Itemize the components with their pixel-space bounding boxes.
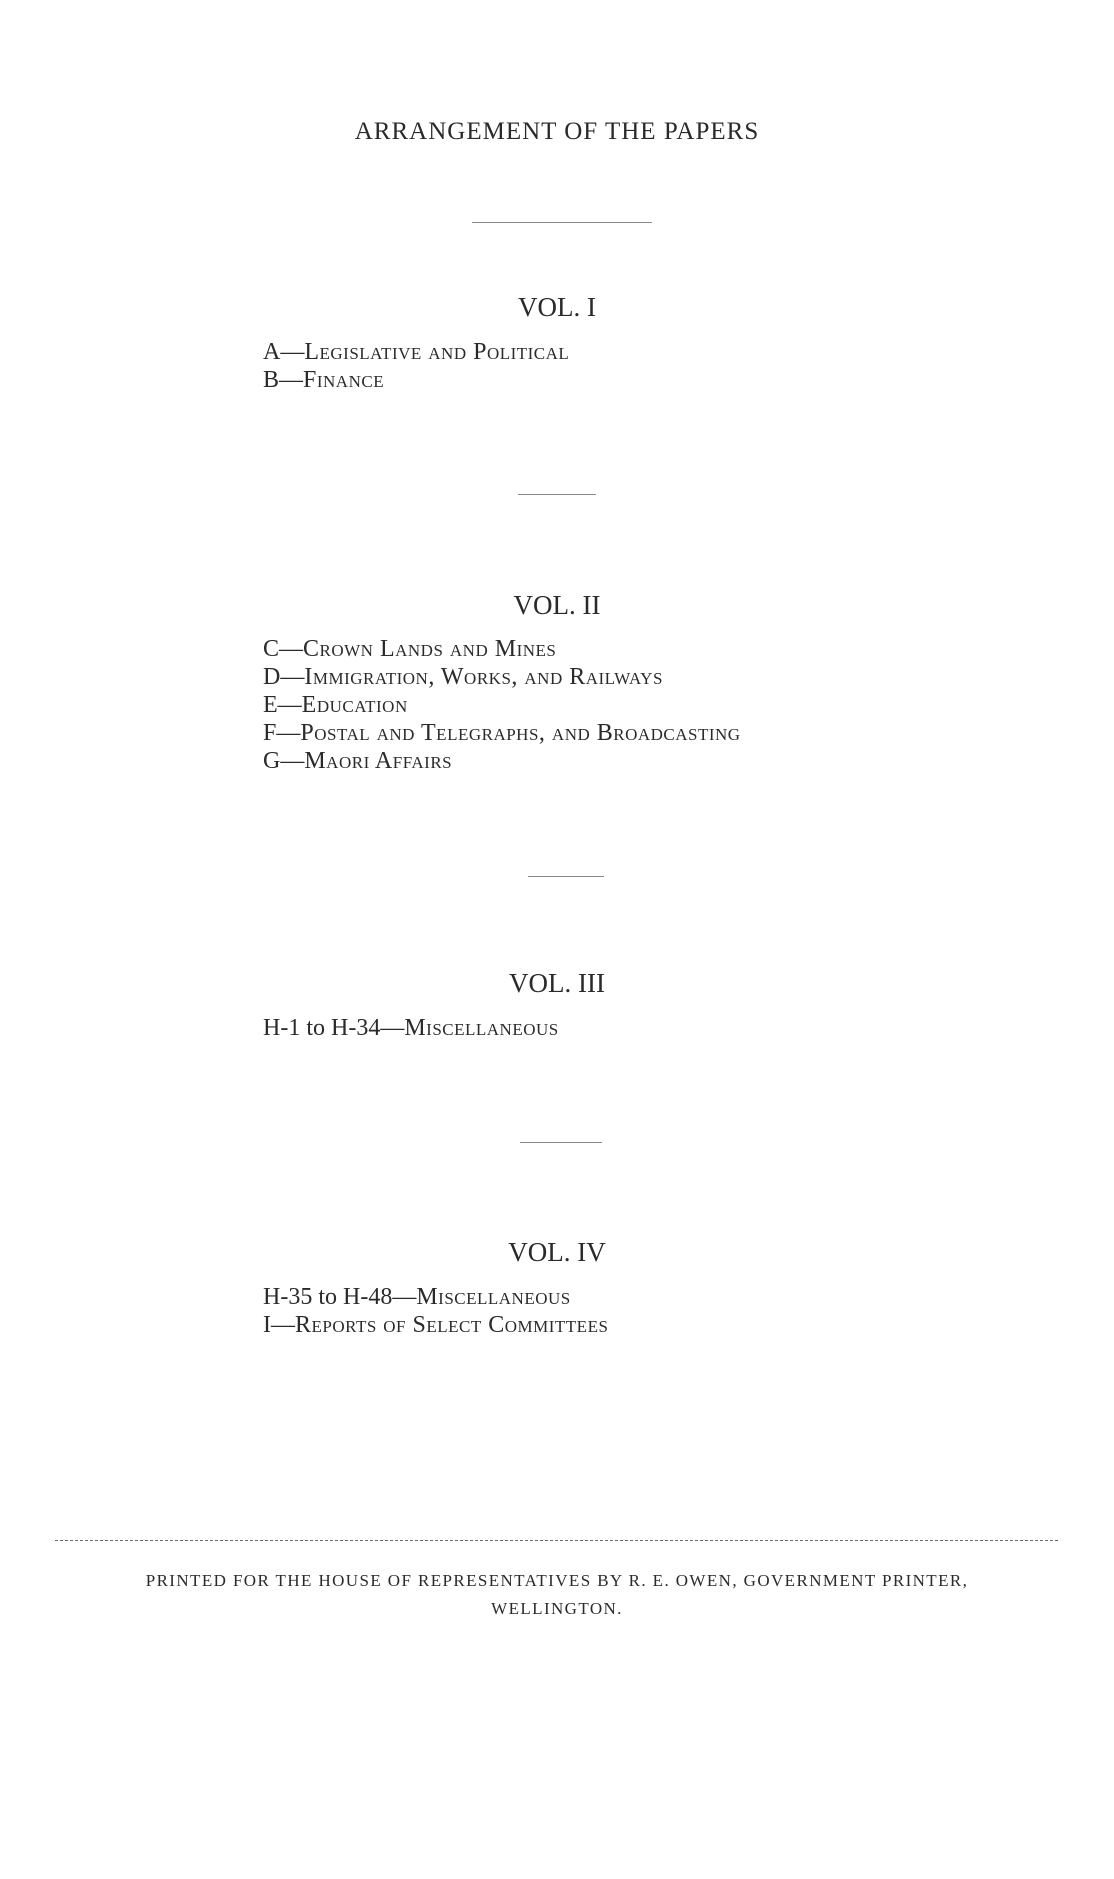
entry-code: H-1 to H-34 bbox=[263, 1015, 381, 1041]
entry: B—Finance bbox=[263, 367, 385, 393]
entry-subject: Reports of Select Committees bbox=[295, 1312, 609, 1338]
volume-heading: VOL. II bbox=[513, 590, 601, 620]
imprint-line: WELLINGTON. bbox=[491, 1599, 623, 1618]
divider bbox=[518, 494, 596, 495]
entry-subject: Legislative and Political bbox=[304, 339, 570, 365]
volume-entries bbox=[263, 338, 569, 394]
entry-code: G bbox=[263, 748, 281, 774]
divider bbox=[472, 222, 652, 223]
imprint-line: PRINTED FOR THE HOUSE OF REPRESENTATIVES BY R. E. OWEN, GOVERNMENT PRINTER, bbox=[145, 1571, 969, 1590]
entry-subject: Maori Affairs bbox=[304, 748, 453, 774]
entry: G—Maori Affairs bbox=[263, 748, 453, 774]
volume-heading: VOL. I bbox=[518, 292, 596, 322]
entry: E—Education bbox=[263, 692, 408, 718]
entry-subject: Education bbox=[301, 692, 408, 718]
entry: I—Reports of Select Committees bbox=[263, 1312, 609, 1338]
printer-imprint bbox=[0, 1567, 1114, 1623]
entry-code: H-35 to H-48 bbox=[263, 1284, 393, 1310]
entry-subject: Postal and Telegraphs, and Broadcasting bbox=[300, 720, 741, 746]
entry-code: A bbox=[263, 339, 281, 365]
entry: D—Immigration, Works, and Railways bbox=[263, 664, 663, 690]
entry-code: D bbox=[263, 664, 281, 690]
volume-entries bbox=[263, 1014, 559, 1042]
entry-code: F bbox=[263, 720, 277, 746]
entry-code: B bbox=[263, 367, 280, 393]
entry: A—Legislative and Political bbox=[263, 339, 570, 365]
entry: F—Postal and Telegraphs, and Broadcasting bbox=[263, 720, 741, 746]
volume-heading: VOL. III bbox=[509, 968, 605, 998]
footer-rule bbox=[55, 1540, 1058, 1541]
entry-subject: Immigration, Works, and Railways bbox=[304, 664, 663, 690]
entry-code: E bbox=[263, 692, 278, 718]
volume-heading: VOL. IV bbox=[508, 1237, 606, 1267]
volume-entries bbox=[263, 635, 741, 775]
divider bbox=[520, 1142, 602, 1143]
divider bbox=[528, 876, 604, 877]
entry-subject: Crown Lands and Mines bbox=[303, 636, 557, 662]
entry-subject: Miscellaneous bbox=[416, 1284, 571, 1310]
entry-subject: Finance bbox=[303, 367, 385, 393]
entry-code: I bbox=[263, 1312, 271, 1338]
entry: H-35 to H-48—Miscellaneous bbox=[263, 1284, 571, 1310]
entry-subject: Miscellaneous bbox=[404, 1015, 559, 1041]
entry: C—Crown Lands and Mines bbox=[263, 636, 557, 662]
volume-entries bbox=[263, 1283, 608, 1339]
entry: H-1 to H-34—Miscellaneous bbox=[263, 1015, 559, 1041]
entry-code: C bbox=[263, 636, 280, 662]
page-title: ARRANGEMENT OF THE PAPERS bbox=[354, 118, 760, 145]
